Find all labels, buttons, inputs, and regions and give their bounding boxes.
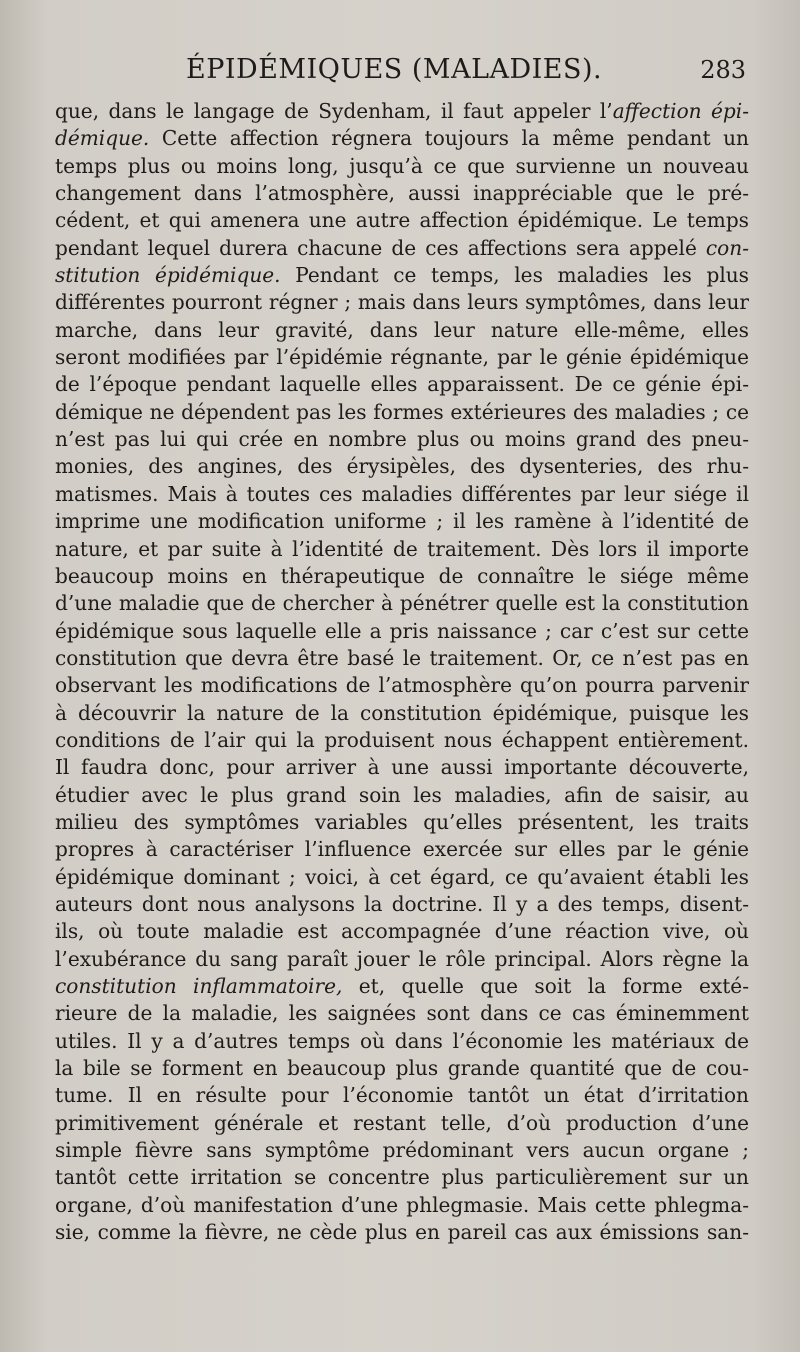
- text-line: [55, 1055, 749, 1082]
- text-segment: ils, où toute maladie est accompagnée d’une réaction vive, où: [55, 919, 749, 944]
- text-segment: primitivement générale et restant telle, d’où production d’une: [55, 1110, 749, 1135]
- body-text: [55, 98, 749, 1246]
- text-line: [55, 153, 749, 180]
- text-segment: milieu des symptômes variables qu’elles présentent, les traits: [55, 809, 749, 834]
- text-segment: étudier avec le plus grand soin les maladies, afin de saisir, au: [55, 782, 749, 807]
- italic-segment: stitution épidémique.: [55, 263, 281, 288]
- text-line: [55, 618, 749, 645]
- text-line: [55, 727, 749, 754]
- text-segment: pendant lequel durera chacune de ces affections sera appelé: [55, 235, 706, 260]
- text-line: [55, 563, 749, 590]
- text-line: [55, 1219, 749, 1246]
- text-line: [55, 344, 749, 371]
- text-segment: l’exubérance du sang paraît jouer le rôle principal. Alors règne la: [55, 946, 749, 971]
- text-line: [55, 973, 749, 1000]
- text-line: [55, 180, 749, 207]
- text-segment: d’une maladie que de chercher à pénétrer quelle est la constitution: [55, 591, 749, 616]
- text-segment: épidémique sous laquelle elle a pris naissance ; car c’est sur cette: [55, 618, 749, 643]
- text-segment: la bile se forment en beaucoup plus grande quantité que de cou-: [55, 1056, 749, 1081]
- italic-segment: démique.: [55, 126, 150, 151]
- text-segment: Pendant ce temps, les maladies les plus: [280, 263, 749, 288]
- text-segment: organe, d’où manifestation d’une phlegmasie. Mais cette phlegma-: [55, 1192, 749, 1217]
- text-line: [55, 1164, 749, 1191]
- text-line: [55, 1192, 749, 1219]
- page-header: [56, 54, 746, 94]
- text-segment: à découvrir la nature de la constitution épidémique, puisque les: [55, 700, 749, 725]
- text-segment: propres à caractériser l’influence exercée sur elles par le génie: [55, 837, 749, 862]
- italic-segment: con-: [705, 235, 749, 260]
- text-line: [55, 809, 749, 836]
- text-segment: beaucoup moins en thérapeutique de connaître le siége même: [55, 563, 749, 588]
- text-line: [55, 371, 749, 398]
- text-line: [55, 645, 749, 672]
- text-segment: Cette affection régnera toujours la même pendant un: [149, 126, 749, 151]
- running-title: ÉPIDÉMIQUES (MALADIES).: [186, 54, 603, 85]
- text-line: [55, 235, 749, 262]
- text-segment: changement dans l’atmosphère, aussi inappréciable que le pré-: [55, 181, 749, 206]
- text-segment: observant les modifications de l’atmosphère qu’on pourra parvenir: [55, 673, 749, 698]
- italic-segment: constitution inflammatoire,: [55, 974, 343, 998]
- text-line: [55, 98, 749, 125]
- text-segment: de l’époque pendant laquelle elles apparaissent. De ce génie épi-: [55, 372, 749, 397]
- italic-segment: affection épi-: [612, 99, 749, 123]
- text-segment: temps plus ou moins long, jusqu’à ce que survienne un nouveau: [55, 153, 749, 178]
- text-line: [55, 453, 749, 480]
- text-line: [55, 1028, 749, 1055]
- text-line: [55, 891, 749, 918]
- text-line: [55, 946, 749, 973]
- text-segment: constitution que devra être basé le traitement. Or, ce n’est pas en: [55, 645, 749, 670]
- text-line: [55, 754, 749, 781]
- text-line: [55, 508, 749, 535]
- text-segment: cédent, et qui amenera une autre affection épidémique. Le temps: [55, 208, 749, 233]
- text-segment: utiles. Il y a d’autres temps où dans l’économie les matériaux de: [55, 1028, 749, 1053]
- text-line: [55, 1082, 749, 1109]
- text-segment: épidémique dominant ; voici, à cet égard, ce qu’avaient établi les: [55, 864, 749, 889]
- text-line: [55, 1000, 749, 1027]
- text-line: [55, 536, 749, 563]
- page-number: 283: [700, 56, 746, 84]
- text-line: [55, 1110, 749, 1137]
- text-line: [55, 918, 749, 945]
- text-segment: différentes pourront régner ; mais dans leurs symptômes, dans leur: [55, 290, 749, 315]
- text-segment: seront modifiées par l’épidémie régnante, par le génie épidémique: [55, 345, 749, 370]
- text-line: [55, 399, 749, 426]
- text-segment: imprime une modification uniforme ; il les ramène à l’identité de: [55, 509, 749, 534]
- text-line: [55, 125, 749, 152]
- text-segment: monies, des angines, des érysipèles, des dysenteries, des rhu-: [55, 454, 749, 479]
- text-segment: tume. Il en résulte pour l’économie tantôt un état d’irritation: [55, 1083, 749, 1108]
- text-segment: auteurs dont nous analysons la doctrine. Il y a des temps, disent-: [55, 891, 749, 916]
- text-line: [55, 590, 749, 617]
- text-line: [55, 262, 749, 289]
- text-line: [55, 672, 749, 699]
- text-segment: nature, et par suite à l’identité de traitement. Dès lors il importe: [55, 536, 749, 561]
- text-segment: simple fièvre sans symptôme prédominant vers aucun organe ;: [55, 1138, 749, 1163]
- text-segment: rieure de la maladie, les saignées sont dans ce cas éminemment: [55, 1001, 749, 1026]
- text-segment: conditions de l’air qui la produisent nous échappent entièrement.: [55, 727, 749, 752]
- text-segment: n’est pas lui qui crée en nombre plus ou moins grand des pneu-: [55, 427, 749, 452]
- text-segment: démique ne dépendent pas les formes extérieures des maladies ; ce: [55, 399, 749, 424]
- text-line: [55, 207, 749, 234]
- text-line: [55, 864, 749, 891]
- text-segment: matismes. Mais à toutes ces maladies différentes par leur siége il: [55, 481, 749, 506]
- text-line: [55, 426, 749, 453]
- text-segment: marche, dans leur gravité, dans leur nature elle-même, elles: [55, 317, 749, 342]
- text-line: [55, 782, 749, 809]
- text-line: [55, 700, 749, 727]
- text-segment: sie, comme la fièvre, ne cède plus en pareil cas aux émissions san-: [55, 1220, 749, 1245]
- text-segment: que, dans le langage de Sydenham, il faut appeler l’: [55, 99, 613, 123]
- text-line: [55, 1137, 749, 1164]
- text-line: [55, 481, 749, 508]
- text-line: [55, 317, 749, 344]
- text-segment: Il faudra donc, pour arriver à une aussi importante découverte,: [55, 755, 749, 780]
- text-line: [55, 289, 749, 316]
- text-segment: tantôt cette irritation se concentre plus particulièrement sur un: [55, 1165, 749, 1190]
- text-line: [55, 836, 749, 863]
- text-segment: et, quelle que soit la forme exté-: [342, 974, 749, 998]
